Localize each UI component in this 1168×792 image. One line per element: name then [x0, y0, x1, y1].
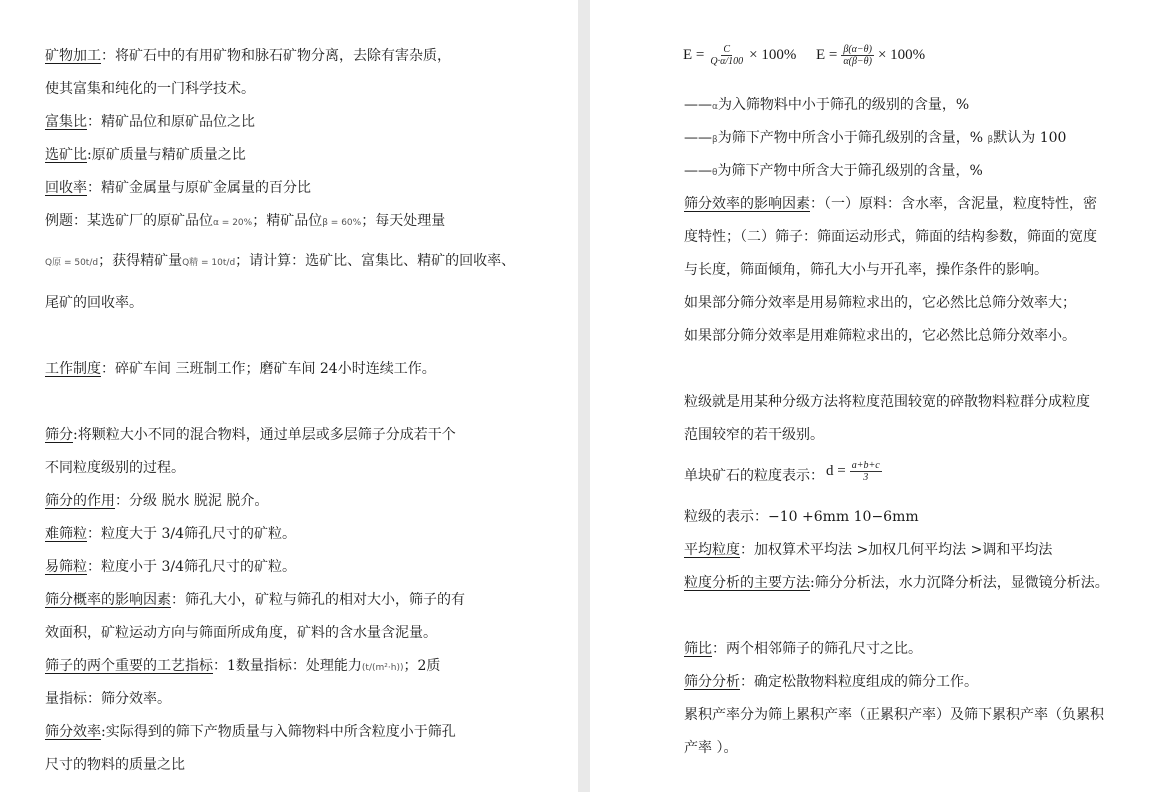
- fraction-denominator: Q·α/100: [710, 56, 744, 67]
- document-page-left: [0, 0, 578, 792]
- term-label: 筛分效率的影响因素: [684, 196, 810, 212]
- paragraph-sieve-analysis: [684, 672, 978, 692]
- paragraph-text: 为入筛物料中小于筛孔的级别的含量，%: [717, 97, 970, 113]
- formula-tail: × 100%: [749, 47, 797, 63]
- paragraph-size-class-notation: 粒级的表示：−10 +6mm 10−6mm: [684, 509, 919, 525]
- paragraph-text: ：粒度小于 3/4筛孔尺寸的矿粒。: [87, 559, 296, 575]
- term-label: 工作制度: [45, 361, 101, 377]
- paragraph-text: 例题：某选矿厂的原矿品位: [45, 213, 213, 229]
- paragraph-enrichment-ratio: [45, 112, 255, 132]
- formula-tail: × 100%: [877, 47, 926, 63]
- symbol: β: [987, 135, 994, 145]
- paragraph-sieve-ratio: [684, 639, 922, 659]
- fraction-denominator: α(β−θ): [843, 56, 872, 67]
- paragraph-line: 使其富集和纯化的一门科学技术。: [45, 81, 255, 97]
- paragraph-line: 不同粒度级别的过程。: [45, 460, 185, 476]
- paragraph-screening-function: [45, 491, 268, 511]
- term-label: 筛子的两个重要的工艺指标: [45, 658, 213, 674]
- paragraph-text: :实际得到的筛下产物质量与入筛物料中所含粒度小于筛孔: [101, 724, 456, 740]
- fraction-numerator: a+b+c: [851, 460, 880, 471]
- paragraph-text: ；每天处理量: [361, 213, 446, 229]
- paragraph-screening: [45, 425, 456, 445]
- paragraph-mean-size: [684, 540, 1052, 560]
- paragraph-line: 范围较窄的若干级别。: [684, 427, 824, 443]
- term-label: 筛分的作用: [45, 493, 115, 509]
- paragraph-text: :原矿质量与精矿质量之比: [87, 147, 246, 163]
- formula-particle-size: [826, 460, 882, 483]
- fraction-numerator: β(α−θ): [843, 44, 872, 55]
- formula-unit: (t/(m²·h)): [361, 663, 404, 673]
- paragraph-size-class: 粒级就是用某种分级方法将粒度范围较宽的碎散物料粒群分成粒度: [684, 394, 1090, 410]
- paragraph-text: :筛分分析法，水力沉降分析法，显微镜分析法。: [810, 575, 1109, 591]
- formula-lhs: E =: [816, 47, 838, 63]
- symbol: α: [712, 102, 718, 112]
- paragraph-text: ：1数量指标：处理能力: [213, 658, 362, 674]
- formula-beta: β = 60%: [322, 218, 362, 228]
- paragraph-hard-particle: [45, 524, 296, 544]
- dash: ——: [684, 97, 712, 113]
- paragraph-probability-factors: [45, 590, 465, 610]
- paragraph-text: ：精矿金属量与原矿金属量的百分比: [87, 180, 311, 196]
- paragraph-easy-particle: [45, 557, 296, 577]
- paragraph-text: ；请计算：选矿比、富集比、精矿的回收率、: [235, 253, 516, 269]
- paragraph-text: ：筛孔大小，矿粒与筛孔的相对大小，筛子的有: [171, 592, 465, 608]
- term-label: 平均粒度: [684, 542, 740, 558]
- paragraph-cumulative-yield: 累积产率分为筛上累积产率（正累积产率）及筛下累积产率（负累积: [684, 707, 1104, 723]
- paragraph-concentration-ratio: [45, 145, 246, 165]
- paragraph-text: ：确定松散物料粒度组成的筛分工作。: [740, 674, 978, 690]
- formula-lhs: d =: [826, 463, 846, 479]
- formula-alpha: α = 20%: [213, 218, 253, 228]
- paragraph-line: 尾矿的回收率。: [45, 295, 143, 311]
- legend-alpha: [684, 95, 969, 117]
- fraction-numerator: C: [723, 44, 731, 55]
- term-label: 难筛粒: [45, 526, 87, 542]
- formula-fraction: [708, 44, 745, 67]
- term-label: 筛分效率: [45, 724, 101, 740]
- paragraph-line: 产率 ）。: [684, 740, 738, 756]
- paragraph-text: ；精矿品位: [252, 213, 323, 229]
- term-label: 回收率: [45, 180, 87, 196]
- term-label: 选矿比: [45, 147, 87, 163]
- formula-q-raw: Q原 = 50t/d: [45, 258, 99, 268]
- paragraph-text: ；获得精矿量: [98, 253, 183, 269]
- term-label: 粒度分析的主要方法: [684, 575, 810, 591]
- fraction-denominator: 3: [863, 472, 869, 483]
- paragraph-text: ：分级 脱水 脱泥 脱介。: [115, 493, 269, 509]
- term-label: 筛比: [684, 641, 712, 657]
- paragraph-line: 度特性；（二）筛子：筛面运动形式，筛面的结构参数，筛面的宽度: [684, 229, 1097, 245]
- paragraph-line: 与长度，筛面倾角，筛孔大小与开孔率，操作条件的影响。: [684, 262, 1048, 278]
- paragraph-text: ：碎矿车间 三班制工作；磨矿车间 24小时连续工作。: [101, 361, 436, 377]
- dash: ——: [684, 130, 712, 146]
- paragraph-line: 尺寸的物料的质量之比: [45, 757, 185, 773]
- paragraph-text: 单块矿石的粒度表示：: [684, 468, 824, 484]
- paragraph-single-particle-size: [684, 466, 824, 486]
- paragraph-example: [45, 211, 445, 233]
- legend-theta: [684, 161, 983, 183]
- formula-fraction: [841, 44, 874, 67]
- term-label: 矿物加工: [45, 48, 101, 64]
- term-label: 筛分概率的影响因素: [45, 592, 171, 608]
- dash: ——: [684, 163, 712, 179]
- paragraph-example-line2: [45, 251, 515, 273]
- paragraph-easy-efficiency: 如果部分筛分效率是用易筛粒求出的，它必然比总筛分效率大；: [684, 295, 1076, 311]
- term-label: 筛分: [45, 427, 73, 443]
- paragraph-efficiency-factors: [684, 194, 1097, 214]
- paragraph-text: ：将矿石中的有用矿物和脉石矿物分离，去除有害杂质，: [101, 48, 451, 64]
- formula-efficiency-1: [683, 44, 796, 67]
- paragraph-line: 量指标：筛分效率。: [45, 691, 171, 707]
- term-label: 易筛粒: [45, 559, 87, 575]
- paragraph-text: ：粒度大于 3/4筛孔尺寸的矿粒。: [87, 526, 296, 542]
- paragraph-text: ：加权算术平均法 >加权几何平均法 >调和平均法: [740, 542, 1053, 558]
- paragraph-recovery: [45, 178, 311, 198]
- formula-efficiency-2: [816, 44, 925, 67]
- paragraph-text: ：两个相邻筛子的筛孔尺寸之比。: [712, 641, 922, 657]
- paragraph-text: 为筛下产物中所含小于筛孔级别的含量，%: [717, 130, 984, 146]
- paragraph-screening-efficiency: [45, 722, 456, 742]
- formula-fraction: [850, 460, 882, 483]
- paragraph-text: 默认为 100: [993, 130, 1067, 146]
- paragraph-line: 效面积，矿粒运动方向与筛面所成角度，矿料的含水量含泥量。: [45, 625, 437, 641]
- paragraph-text: ；2质: [403, 658, 441, 674]
- paragraph-size-analysis-methods: [684, 573, 1109, 593]
- term-label: 富集比: [45, 114, 87, 130]
- paragraph-work-schedule: [45, 359, 436, 379]
- paragraph-process-indicators: [45, 656, 440, 678]
- paragraph-hard-efficiency: 如果部分筛分效率是用难筛粒求出的，它必然比总筛分效率小。: [684, 328, 1076, 344]
- term-label: 筛分分析: [684, 674, 740, 690]
- paragraph-text: ：精矿品位和原矿品位之比: [87, 114, 255, 130]
- symbol: θ: [712, 168, 718, 178]
- formula-q-concentrate: Q精 = 10t/d: [182, 258, 236, 268]
- paragraph-text: 为筛下产物中所含大于筛孔级别的含量，%: [717, 163, 983, 179]
- formula-lhs: E =: [683, 47, 705, 63]
- symbol: β: [712, 135, 718, 145]
- paragraph-mineral-processing: [45, 46, 451, 66]
- legend-beta: [684, 128, 1066, 150]
- paragraph-text: :将颗粒大小不同的混合物料，通过单层或多层筛子分成若干个: [73, 427, 456, 443]
- paragraph-text: ：（一）原料：含水率，含泥量，粒度特性，密: [810, 196, 1097, 212]
- document-page-right: [590, 0, 1168, 792]
